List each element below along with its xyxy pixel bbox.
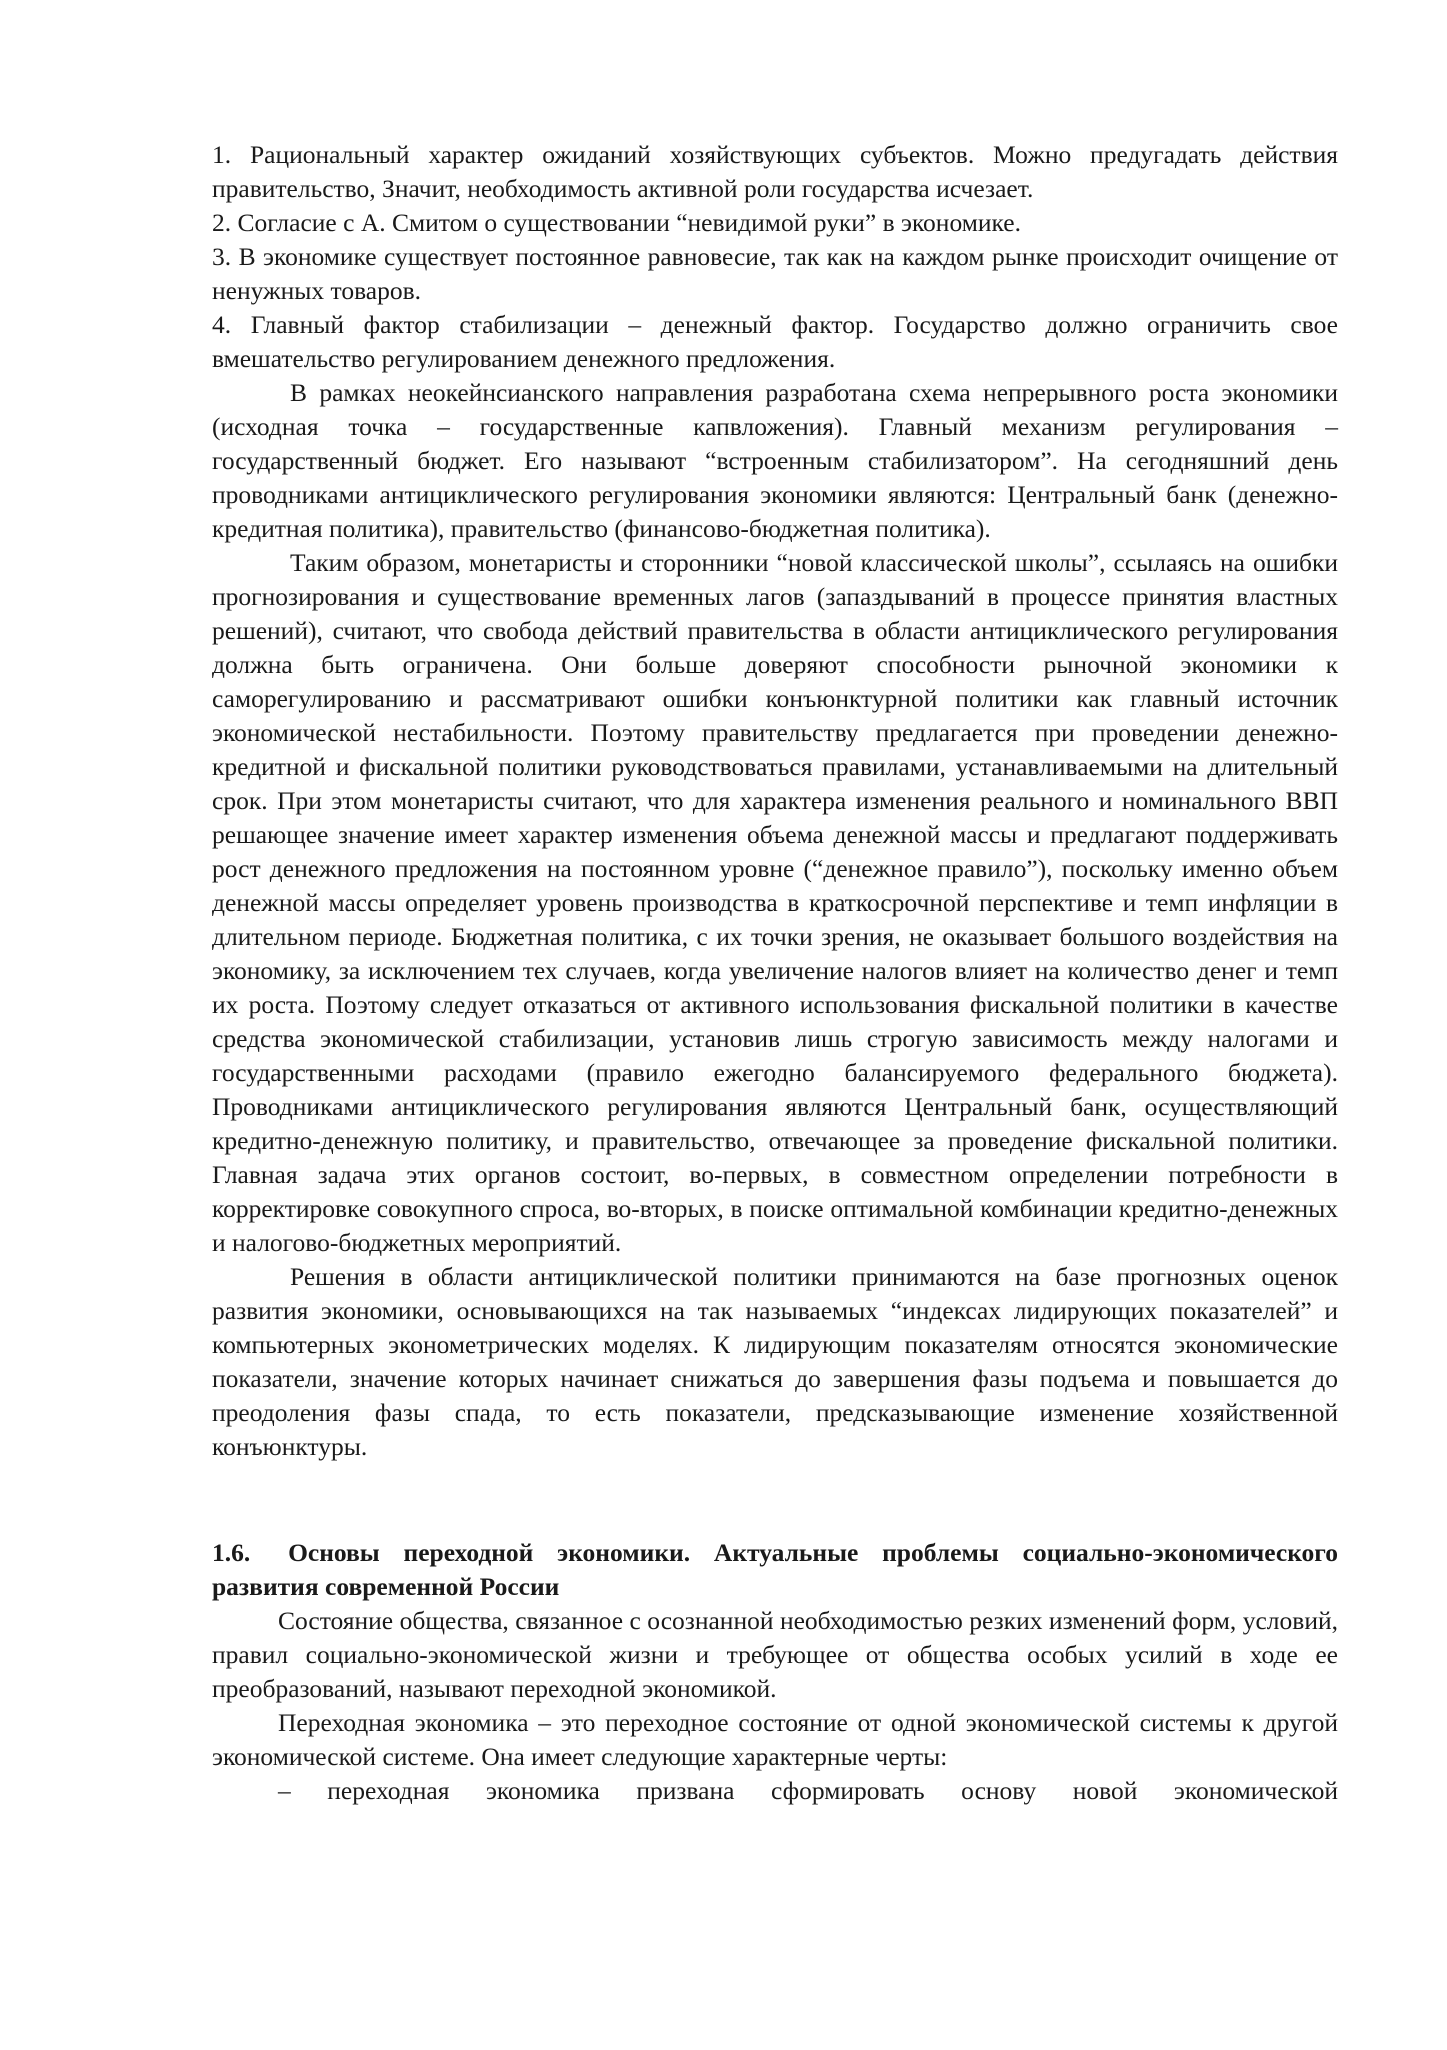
- paragraph: Состояние общества, связанное с осознанной необходимостью резких изменений форм, условий, правил социально-экономической жизни и требующее от общества особых усилий в ходе ее преобразований, называют переходной экономикой.: [212, 1606, 1338, 1703]
- section-number: 1.6.: [212, 1538, 251, 1567]
- list-item: 2. Согласие с А. Смитом о существовании “невидимой руки” в экономике.: [212, 208, 1021, 237]
- paragraph: Решения в области антициклической политики принимаются на базе прогнозных оценок развития экономики, основывающихся на так называемых “индексах лидирующих показателей” и компьютерных эконометрических моделях. К лидирующим показателям относятся экономические показатели, значение которых начинает снижаться до завершения фазы подъема и повышается до преодоления фазы спада, то есть показатели, предсказывающие изменение хозяйственной конъюнктуры.: [212, 1262, 1338, 1461]
- section-heading: [212, 1536, 1338, 1604]
- paragraph: Переходная экономика – это переходное состояние от одной экономической системы к другой экономической системе. Она имеет следующие характерные черты:: [212, 1708, 1338, 1771]
- paragraph: Таким образом, монетаристы и сторонники “новой классической школы”, ссылаясь на ошибки прогнозирования и существование временных лагов (запаздываний в процессе принятия властных решений), считают, что свобода действий правительства в области антициклического регулирования должна быть ограничена. Они больше доверяют способности рыночной экономики к саморегулированию и рассматривают ошибки конъюнктурной политики как главный источник экономической нестабильности. Поэтому правительству предлагается при проведении денежно-кредитной и фискальной политики руководствоваться правилами, устанавливаемыми на длительный срок. При этом монетаристы считают, что для характера изменения реального и номинального ВВП решающее значение имеет характер изменения объема денежной массы и предлагают поддерживать рост денежного предложения на постоянном уровне (“денежное правило”), поскольку именно объем денежной массы определяет уровень производства в краткосрочной перспективе и темп инфляции в длительном периоде. Бюджетная политика, с их точки зрения, не оказывает большого воздействия на экономику, за исключением тех случаев, когда увеличение налогов влияет на количество денег и темп их роста. Поэтому следует отказаться от активного использования фискальной политики в качестве средства экономической стабилизации, установив лишь строгую зависимость между налогами и государственными расходами (правило ежегодно балансируемого федерального бюджета). Проводниками антициклического регулирования являются Центральный банк, осуществляющий кредитно-денежную политику, и правительство, отвечающее за проведение фискальной политики. Главная задача этих органов состоит, во-первых, в совместном определении потребности в корректировке совокупного спроса, во-вторых, в поиске оптимальной комбинации кредитно-денежных и налогово-бюджетных мероприятий.: [212, 548, 1338, 1257]
- document-page: [212, 138, 1338, 1808]
- list-item: 1. Рациональный характер ожиданий хозяйствующих субъектов. Можно предугадать действия правительство, Значит, необходимость активной роли государства исчезает.: [212, 140, 1338, 203]
- paragraph: – переходная экономика призвана сформировать основу новой экономической: [278, 1776, 1338, 1805]
- list-item: 4. Главный фактор стабилизации – денежный фактор. Государство должно ограничить свое вмешательство регулированием денежного предложения.: [212, 310, 1338, 373]
- list-item: 3. В экономике существует постоянное равновесие, так как на каждом рынке происходит очищение от ненужных товаров.: [212, 242, 1338, 305]
- section-title: Основы переходной экономики. Актуальные проблемы социально-экономического развития современной России: [212, 1538, 1339, 1601]
- paragraph: В рамках неокейнсианского направления разработана схема непрерывного роста экономики (исходная точка – государственные капвложения). Главный механизм регулирования – государственный бюджет. Его называют “встроенным стабилизатором”. На сегодняшний день проводниками антициклического регулирования экономики являются: Центральный банк (денежно-кредитная политика), правительство (финансово-бюджетная политика).: [212, 378, 1338, 543]
- section-gap: [212, 1464, 1338, 1536]
